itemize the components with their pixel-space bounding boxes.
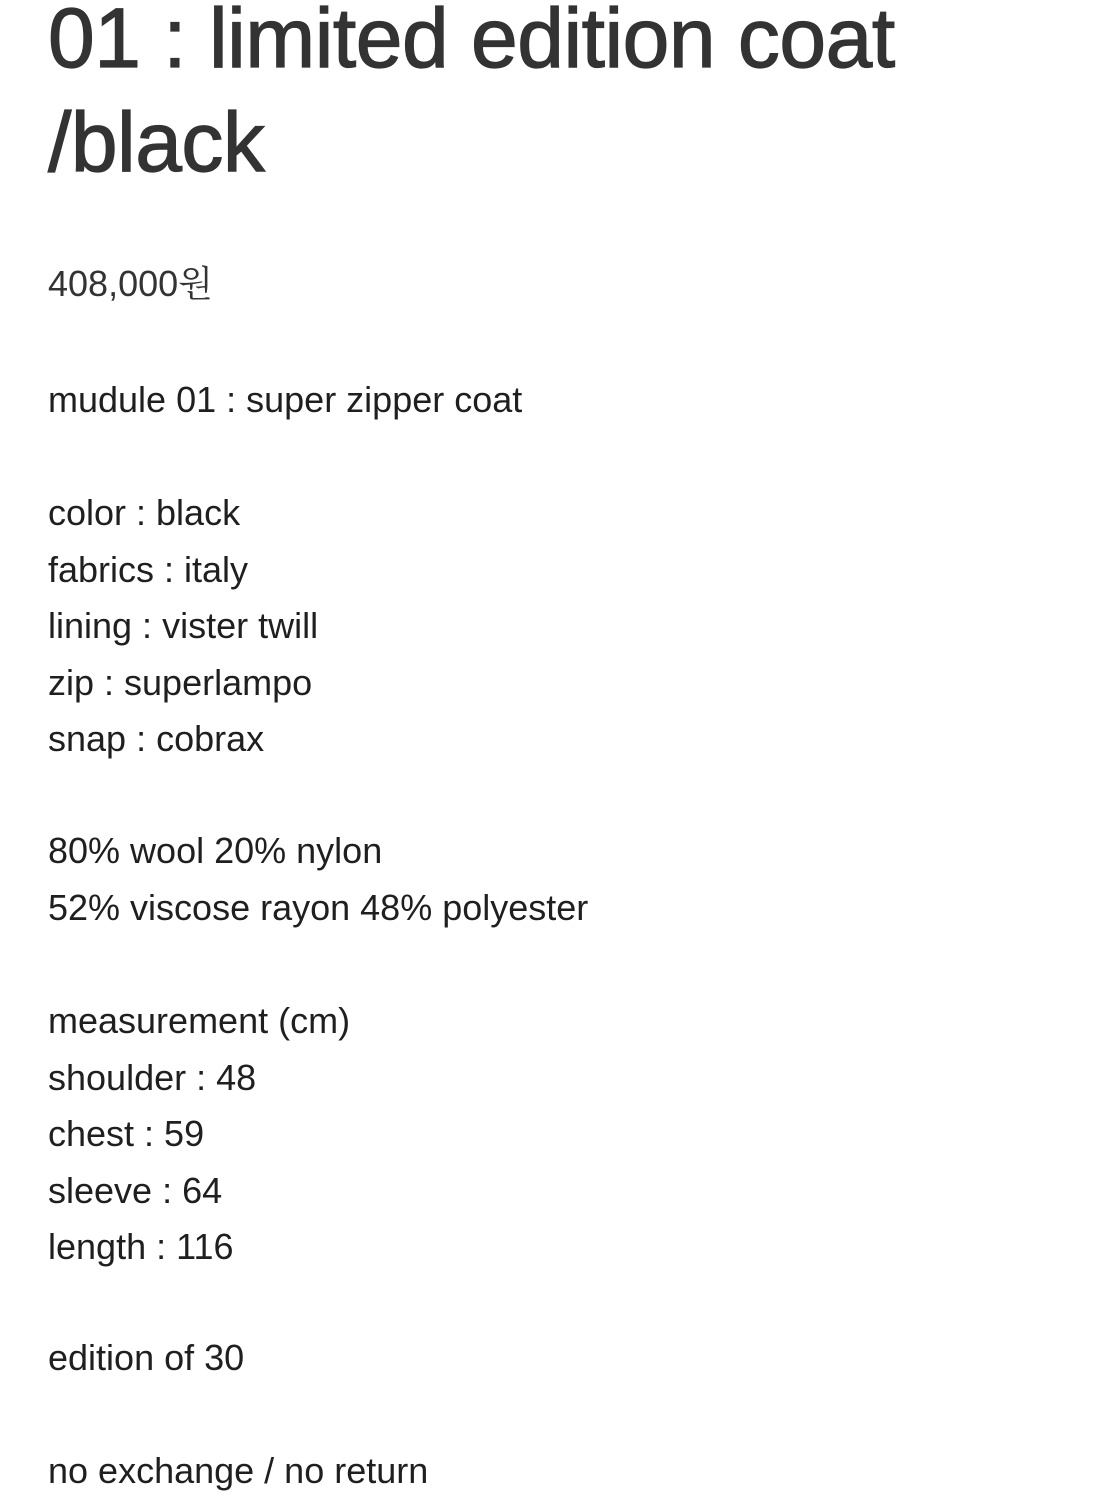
measurement-shoulder: shoulder : 48 <box>48 1056 257 1098</box>
product-title: 01 : limited edition coat /black <box>48 0 895 189</box>
material-list <box>48 823 588 936</box>
spec-list <box>48 485 318 768</box>
measurement-length: length : 116 <box>48 1226 234 1267</box>
spec-lining: lining : vister twill <box>48 605 319 646</box>
material-lining: 52% viscose rayon 48% polyester <box>48 886 589 928</box>
measurement-list <box>48 993 350 1276</box>
policy-section <box>48 1443 428 1500</box>
module-name: mudule 01 : super zipper coat <box>48 379 523 420</box>
product-price: 408,000원 <box>48 263 213 304</box>
spec-zip: zip : superlampo <box>48 661 313 703</box>
edition-count: edition of 30 <box>48 1337 245 1378</box>
measurement-heading: measurement (cm) <box>48 1000 351 1041</box>
edition-section <box>48 1330 244 1387</box>
material-shell: 80% wool 20% nylon <box>48 830 383 871</box>
spec-fabrics: fabrics : italy <box>48 548 249 590</box>
spec-color: color : black <box>48 492 241 533</box>
return-policy: no exchange / no return <box>48 1450 429 1491</box>
spec-snap: snap : cobrax <box>48 718 265 759</box>
measurement-sleeve: sleeve : 64 <box>48 1169 223 1211</box>
measurement-chest: chest : 59 <box>48 1113 205 1154</box>
module-section <box>48 372 522 429</box>
